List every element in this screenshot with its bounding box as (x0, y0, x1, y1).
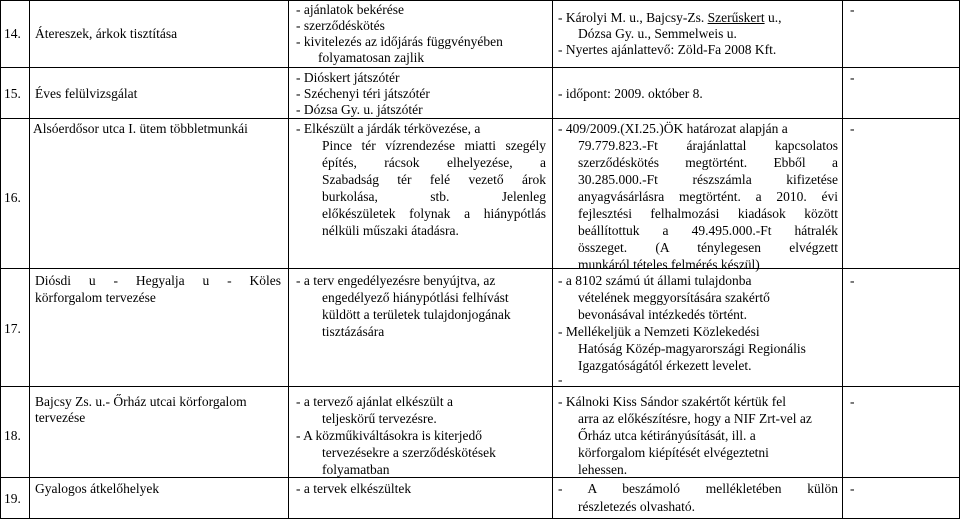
row-title: Diósdi u - Hegyalja u - Köles (35, 273, 281, 288)
end-mark: - (850, 273, 855, 288)
row-divider (0, 268, 960, 269)
notes-line: Igazgatóságától érkezett levelet. (578, 358, 752, 373)
status-line: - kivitelezés az időjárás függvényében (296, 34, 503, 49)
row-divider (0, 0, 960, 1)
status-line: küldött a területek tulajdonjogának (322, 307, 511, 322)
column-divider (842, 0, 843, 519)
column-divider (0, 0, 1, 519)
notes-text: u., (764, 10, 782, 25)
notes-line: 30.285.000.-Ft részszámla kifizetése (578, 172, 838, 187)
notes-line: lehessen. (578, 462, 628, 477)
notes-line: 79.779.823.-Ft árajánlattal kapcsolatos (578, 138, 838, 153)
notes-line: - Kálnoki Kiss Sándor szakértőt kértük fel (558, 394, 786, 409)
status-line: - szerződéskötés (296, 18, 385, 33)
status-line: burkolása, stb. Jelenleg (322, 189, 546, 204)
notes-line: szerződéskötés megtörtént. Ebből a (578, 155, 838, 170)
row-number: 16. (4, 190, 21, 205)
status-line: - Dózsa Gy. u. játszótér (296, 102, 423, 117)
row-divider (0, 118, 960, 119)
status-line: Szabadság tér felé vezető árok (322, 172, 546, 187)
notes-line: Hatóság Közép-magyarországi Regionális (578, 341, 806, 356)
notes-line: arra az előkészítésre, hogy a NIF Zrt-vel az (578, 411, 812, 426)
notes-line: Dózsa Gy. u., Semmelweis u. (578, 26, 737, 41)
column-divider (552, 0, 553, 519)
notes-line: fejlesztési felhalmozási kiadások között (578, 206, 838, 221)
status-line: tisztázására (322, 324, 385, 339)
notes-line: beállítottuk a 49.495.000.-Ft hátralék (578, 223, 838, 238)
row-divider (0, 67, 960, 68)
notes-line: bevonásával intézkedés történt. (578, 307, 748, 322)
notes-line: - időpont: 2009. október 8. (558, 86, 703, 101)
row-title: Gyalogos átkelőhelyek (35, 481, 160, 496)
row-divider (0, 386, 960, 387)
status-line: - Dióskert játszótér (296, 70, 400, 85)
row-title: körforgalom tervezése (35, 290, 156, 305)
status-line: engedélyező hiánypótlási felhívást (322, 290, 509, 305)
status-line: teljeskörű tervezésre. (322, 411, 437, 426)
status-line: - ajánlatok bekérése (296, 2, 404, 17)
notes-line: Őrház utca kétirányúsítását, ill. a (578, 428, 756, 443)
status-line: - a tervek elkészültek (296, 481, 412, 496)
end-mark: - (850, 2, 855, 17)
status-line: előkészületek folynak a hiánypótlás (322, 206, 546, 221)
notes-line: - Mellékeljük a Nemzeti Közlekedési (558, 324, 760, 339)
notes-underlined-text: Szerűskert (707, 10, 765, 25)
notes-line: munkáról tételes felmérés készül) (578, 257, 760, 272)
status-line: - Széchenyi téri játszótér (296, 86, 430, 101)
end-mark: - (850, 394, 855, 409)
column-divider (29, 0, 30, 519)
notes-line: vételének meggyorsítására szakértő (578, 290, 770, 305)
status-line: nélküli műszaki átadásra. (322, 223, 459, 238)
row-number: 19. (4, 491, 21, 506)
status-line: Pince tér vízrendezése miatti szegély (322, 138, 546, 153)
row-title: Átereszek, árkok tisztítása (35, 26, 178, 41)
end-mark: - (850, 70, 855, 85)
row-number: 14. (4, 26, 21, 41)
notes-line: - a 8102 számú út állami tulajdonba (558, 273, 752, 288)
notes-line: anyagvásárlásra megtörtént. a 2010. évi (578, 189, 838, 204)
status-line: folyamatban (322, 462, 390, 477)
status-line: - Elkészült a járdák térkövezése, a (296, 121, 481, 136)
row-divider (0, 477, 960, 478)
row-number: 15. (4, 86, 21, 101)
notes-line (558, 10, 781, 27)
row-number: 17. (4, 321, 21, 336)
status-line: - A közműkiváltásokra is kiterjedő (296, 428, 482, 443)
status-line: tervezésekre a szerződéskötések (322, 445, 496, 460)
column-divider (288, 0, 289, 519)
notes-line: - Nyertes ajánlattevő: Zöld-Fa 2008 Kft. (558, 42, 777, 57)
notes-line: részletezés olvasható. (578, 499, 695, 514)
notes-line: - 409/2009.(XI.25.)ÖK határozat alapján a (558, 121, 788, 136)
end-mark: - (850, 481, 855, 496)
end-mark: - (850, 121, 855, 136)
row-title: Bajcsy Zs. u.- Őrház utcai körforgalom (35, 394, 247, 409)
status-line: folyamatosan zajlik (318, 50, 425, 65)
row-title: Éves felülvizsgálat (35, 86, 138, 101)
notes-line: - A beszámoló mellékletében külön (558, 481, 838, 496)
status-line: - a terv engedélyezésre benyújtva, az (296, 273, 496, 288)
row-number: 18. (4, 428, 21, 443)
status-line: - a tervező ajánlat elkészült a (296, 394, 454, 409)
status-line: építés, rácsok elhelyezése, a (322, 155, 546, 170)
row-title: Alsóerdősor utca I. ütem többletmunkái (33, 121, 248, 136)
notes-line: - (558, 372, 563, 387)
notes-line: összeget. (A ténylegesen elvégzett (578, 240, 838, 255)
notes-text: - Károlyi M. u., Bajcsy-Zs. (558, 10, 708, 25)
row-title: tervezése (35, 410, 86, 425)
notes-line: körforgalom kiépítését elvégeztetni (578, 445, 769, 460)
